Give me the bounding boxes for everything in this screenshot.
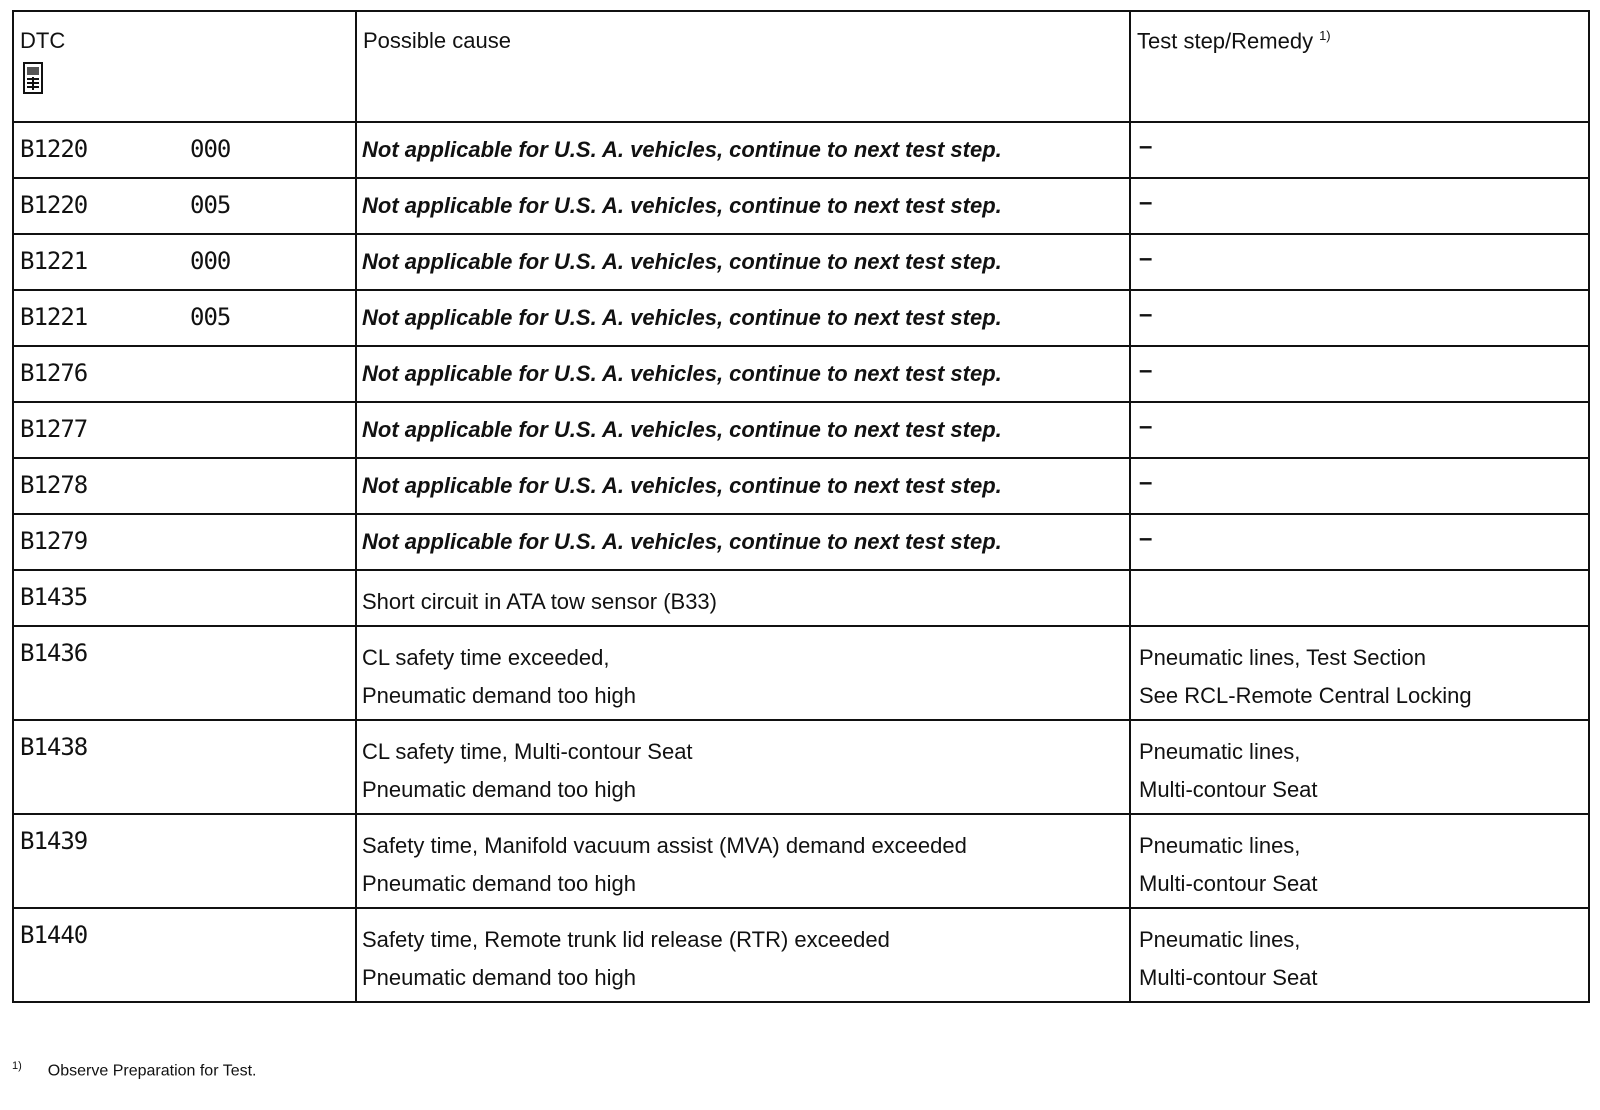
dtc-code: B1220 bbox=[20, 191, 88, 219]
dtc-subcode: 005 bbox=[190, 303, 231, 331]
dtc-code: B1435 bbox=[20, 583, 88, 611]
remedy-line: Multi-contour Seat bbox=[1139, 871, 1318, 896]
table-row bbox=[13, 570, 1589, 626]
table-header-row bbox=[13, 11, 1589, 122]
diagnostic-tester-icon bbox=[22, 62, 44, 94]
dtc-code: B1439 bbox=[20, 827, 88, 855]
possible-cause: Not applicable for U.S. A. vehicles, continue to next test step. bbox=[362, 417, 1002, 442]
cause-line: Pneumatic demand too high bbox=[362, 965, 636, 990]
table-row bbox=[13, 908, 1589, 1002]
remedy: – bbox=[1139, 189, 1153, 216]
possible-cause: Not applicable for U.S. A. vehicles, continue to next test step. bbox=[362, 249, 1002, 274]
possible-cause: Not applicable for U.S. A. vehicles, continue to next test step. bbox=[362, 305, 1002, 330]
table-row bbox=[13, 234, 1589, 290]
dtc-code: B1279 bbox=[20, 527, 88, 555]
possible-cause: Not applicable for U.S. A. vehicles, continue to next test step. bbox=[362, 473, 1002, 498]
remedy: – bbox=[1139, 469, 1153, 496]
remedy: – bbox=[1139, 413, 1153, 440]
header-dtc bbox=[13, 11, 356, 122]
table-row bbox=[13, 290, 1589, 346]
remedy-line: Pneumatic lines, bbox=[1139, 833, 1301, 858]
header-test-step bbox=[1130, 11, 1589, 122]
table-row bbox=[13, 346, 1589, 402]
table-row bbox=[13, 178, 1589, 234]
possible-cause: Not applicable for U.S. A. vehicles, continue to next test step. bbox=[362, 529, 1002, 554]
remedy: – bbox=[1139, 357, 1153, 384]
remedy-line: Multi-contour Seat bbox=[1139, 965, 1318, 990]
possible-cause: Short circuit in ATA tow sensor (B33) bbox=[362, 589, 717, 614]
dtc-code: B1221 bbox=[20, 247, 88, 275]
header-remedy-label: Test step/Remedy bbox=[1137, 28, 1314, 54]
remedy-line: See RCL-Remote Central Locking bbox=[1139, 683, 1472, 708]
footnote-text: Observe Preparation for Test. bbox=[47, 1062, 257, 1080]
remedy: – bbox=[1139, 525, 1153, 552]
footnote-mark: 1) bbox=[12, 1060, 22, 1072]
dtc-code: B1438 bbox=[20, 733, 88, 761]
remedy bbox=[1131, 571, 1588, 583]
dtc-code: B1440 bbox=[20, 921, 88, 949]
dtc-table bbox=[12, 10, 1590, 1003]
dtc-subcode: 005 bbox=[190, 191, 231, 219]
dtc-subcode: 000 bbox=[190, 135, 231, 163]
remedy: – bbox=[1139, 245, 1153, 272]
table-row bbox=[13, 122, 1589, 178]
table-row bbox=[13, 458, 1589, 514]
dtc-code: B1276 bbox=[20, 359, 88, 387]
remedy: – bbox=[1139, 301, 1153, 328]
table-row bbox=[13, 626, 1589, 720]
dtc-code: B1278 bbox=[20, 471, 88, 499]
cause-line: Pneumatic demand too high bbox=[362, 683, 636, 708]
cause-line: Safety time, Remote trunk lid release (RTR) exceeded bbox=[362, 927, 890, 952]
remedy-line: Pneumatic lines, bbox=[1139, 927, 1301, 952]
possible-cause: Not applicable for U.S. A. vehicles, continue to next test step. bbox=[362, 193, 1002, 218]
cause-line: Pneumatic demand too high bbox=[362, 871, 636, 896]
table-row bbox=[13, 720, 1589, 814]
table-row bbox=[13, 402, 1589, 458]
remedy: – bbox=[1139, 133, 1153, 160]
possible-cause: Not applicable for U.S. A. vehicles, continue to next test step. bbox=[362, 137, 1002, 162]
cause-line: CL safety time exceeded, bbox=[362, 645, 610, 670]
footnote bbox=[12, 1060, 256, 1080]
possible-cause: Not applicable for U.S. A. vehicles, continue to next test step. bbox=[362, 361, 1002, 386]
header-possible-cause bbox=[356, 11, 1130, 122]
table-row bbox=[13, 814, 1589, 908]
cause-line: Pneumatic demand too high bbox=[362, 777, 636, 802]
remedy-line: Pneumatic lines, Test Section bbox=[1139, 645, 1426, 670]
dtc-code: B1436 bbox=[20, 639, 88, 667]
dtc-code: B1277 bbox=[20, 415, 88, 443]
header-cause-label: Possible cause bbox=[363, 28, 511, 53]
dtc-code: B1220 bbox=[20, 135, 88, 163]
remedy-line: Pneumatic lines, bbox=[1139, 739, 1301, 764]
header-dtc-label: DTC bbox=[20, 28, 66, 53]
table-row bbox=[13, 514, 1589, 570]
dtc-subcode: 000 bbox=[190, 247, 231, 275]
footnote-ref: 1) bbox=[1319, 28, 1331, 43]
cause-line: CL safety time, Multi-contour Seat bbox=[362, 739, 693, 764]
cause-line: Safety time, Manifold vacuum assist (MVA) demand exceeded bbox=[362, 833, 967, 858]
dtc-code: B1221 bbox=[20, 303, 88, 331]
remedy-line: Multi-contour Seat bbox=[1139, 777, 1318, 802]
